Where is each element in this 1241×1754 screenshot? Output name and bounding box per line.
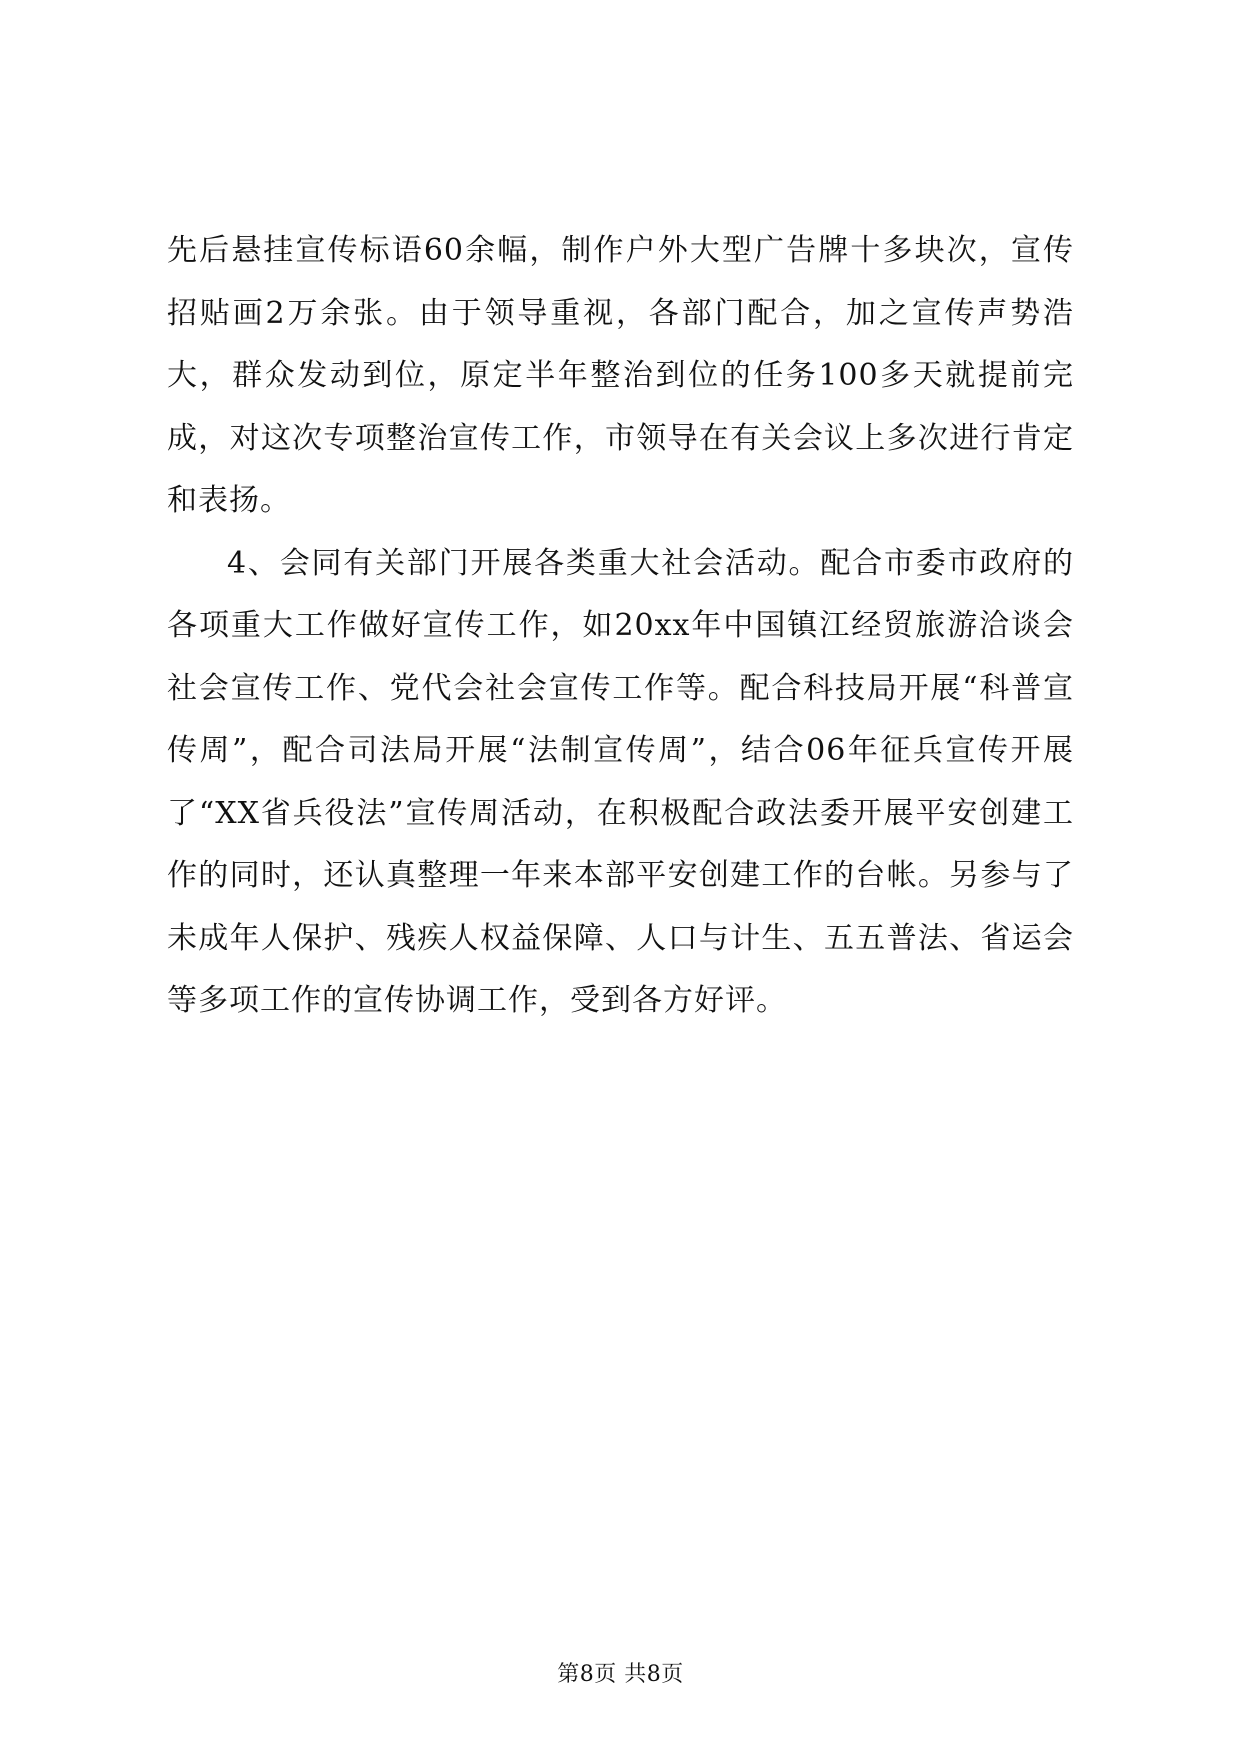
paragraph-continuation: 先后悬挂宣传标语60余幅，制作户外大型广告牌十多块次，宣传招贴画2万余张。由于领导重视，各部门配合，加之宣传声势浩大，群众发动到位，原定半年整治到位的任务100多天就提前完成，对这次专项整治宣传工作，市领导在有关会议上多次进行肯定和表扬。 bbox=[167, 233, 1074, 518]
document-body bbox=[167, 220, 1074, 1033]
paragraph-item-4: 4、会同有关部门开展各类重大社会活动。配合市委市政府的各项重大工作做好宣传工作，如20xx年中国镇江经贸旅游洽谈会社会宣传工作、党代会社会宣传工作等。配合科技局开展“科普宣传周”，配合司法局开展“法制宣传周”，结合06年征兵宣传开展了“XX省兵役法”宣传周活动，在积极配合政法委开展平安创建工作的同时，还认真整理一年来本部平安创建工作的台帐。另参与了未成年人保护、残疾人权益保障、人口与计生、五五普法、省运会等多项工作的宣传协调工作，受到各方好评。 bbox=[167, 545, 1074, 1018]
page-number-footer: 第8页 共8页 bbox=[557, 1662, 684, 1687]
